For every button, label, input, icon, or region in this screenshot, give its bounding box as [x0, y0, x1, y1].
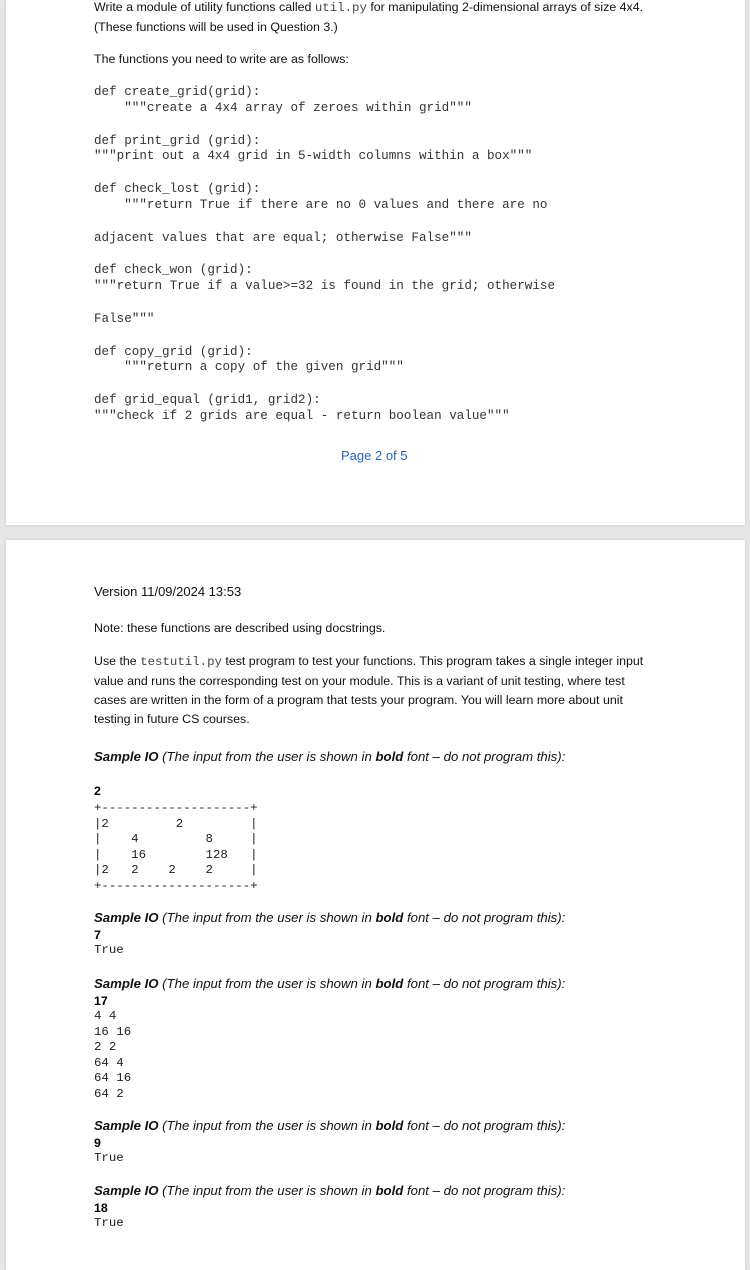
document-page-1: [6, 0, 745, 525]
sample-output: True: [94, 1151, 124, 1165]
function-check-lost-def: def check_lost (grid):: [94, 182, 261, 196]
sample-io-label: Sample IO: [94, 976, 159, 991]
sample-io-bold-word: bold: [375, 1183, 404, 1198]
function-grid-equal-def: def grid_equal (grid1, grid2):: [94, 393, 321, 407]
function-grid-equal-doc: """check if 2 grids are equal - return boolean value""": [94, 409, 510, 423]
sample-io-bold-word: bold: [375, 1118, 404, 1133]
sample-io-bold-word: bold: [375, 976, 404, 991]
sample-io-label: Sample IO: [94, 910, 159, 925]
sample-io-text-end: font – do not program this):: [403, 976, 566, 991]
sample-io-header: [94, 749, 565, 764]
function-check-lost-doc-line-2: adjacent values that are equal; otherwise False""": [94, 231, 472, 245]
sample-io-text: (The input from the user is shown in: [158, 749, 376, 764]
function-check-won-doc-line-1: """return True if a value>=32 is found in the grid; otherwise: [94, 279, 556, 293]
function-create-grid-def: def create_grid(grid):: [94, 85, 261, 99]
sample-io-text-end: font – do not program this):: [403, 910, 566, 925]
docstring-note: Note: these functions are described using docstrings.: [94, 621, 386, 635]
sample-io-bold-word: bold: [375, 910, 404, 925]
sample-output-grid: +--------------------+ |2 2 | | 4 8 | | 16 128 | |2 2 2 2 | +--------------------+: [94, 801, 258, 893]
sample-io-text-end: font – do not program this):: [403, 1118, 566, 1133]
sample-input: 18: [94, 1201, 108, 1215]
intro-text-start: Write a module of utility functions called: [94, 0, 315, 14]
sample-output: True: [94, 1216, 124, 1230]
sample-input: 17: [94, 994, 108, 1008]
function-check-lost-doc-line-1: """return True if there are no 0 values and there are no: [94, 198, 548, 212]
function-print-grid-doc: """print out a 4x4 grid in 5-width columns within a box""": [94, 149, 533, 163]
sample-io-text: (The input from the user is shown in: [158, 1118, 376, 1133]
sample-io-header: [94, 1118, 565, 1133]
sample-output: True: [94, 943, 124, 957]
sample-input: 2: [94, 784, 101, 798]
intro-paragraph: [94, 0, 654, 37]
document-page-2: [6, 540, 745, 1270]
functions-heading: The functions you need to write are as follows:: [94, 52, 349, 66]
sample-io-header: [94, 976, 565, 991]
function-copy-grid-doc: """return a copy of the given grid""": [94, 360, 404, 374]
test-program-name: testutil.py: [140, 655, 222, 669]
function-check-won-def: def check_won (grid):: [94, 263, 253, 277]
function-print-grid-def: def print_grid (grid):: [94, 134, 261, 148]
sample-io-text: (The input from the user is shown in: [158, 976, 376, 991]
function-create-grid-doc: """create a 4x4 array of zeroes within grid""": [94, 101, 472, 115]
sample-io-text: (The input from the user is shown in: [158, 1183, 376, 1198]
sample-io-text-end: font – do not program this):: [403, 749, 566, 764]
sample-io-label: Sample IO: [94, 1118, 159, 1133]
sample-output: 4 4 16 16 2 2 64 4 64 16 64 2: [94, 1009, 132, 1101]
sample-io-header: [94, 910, 565, 925]
intro-text-end: for manipulating 2-dimensional arrays of size 4x4. (These functions will be used in Question 3.): [94, 0, 644, 34]
sample-input: 7: [94, 928, 101, 942]
page-number: Page 2 of 5: [341, 448, 408, 463]
sample-io-bold-word: bold: [375, 749, 404, 764]
use-paragraph: [94, 652, 654, 729]
version-line: Version 11/09/2024 13:53: [94, 584, 242, 599]
sample-input: 9: [94, 1136, 101, 1150]
module-name: util.py: [314, 1, 367, 15]
function-copy-grid-def: def copy_grid (grid):: [94, 345, 253, 359]
use-text-end: test program to test your functions. This program takes a single integer input value and runs the corresponding test on your module. This is a variant of unit testing, where test cases are written in the form of a program that tests your program. You will learn more about unit testing in future CS courses.: [94, 654, 644, 726]
sample-io-label: Sample IO: [94, 1183, 159, 1198]
sample-io-text-end: font – do not program this):: [403, 1183, 566, 1198]
function-check-won-doc-line-2: False""": [94, 312, 155, 326]
use-text-start: Use the: [94, 654, 141, 668]
sample-io-header: [94, 1183, 565, 1198]
sample-io-label: Sample IO: [94, 749, 159, 764]
sample-io-text: (The input from the user is shown in: [158, 910, 376, 925]
